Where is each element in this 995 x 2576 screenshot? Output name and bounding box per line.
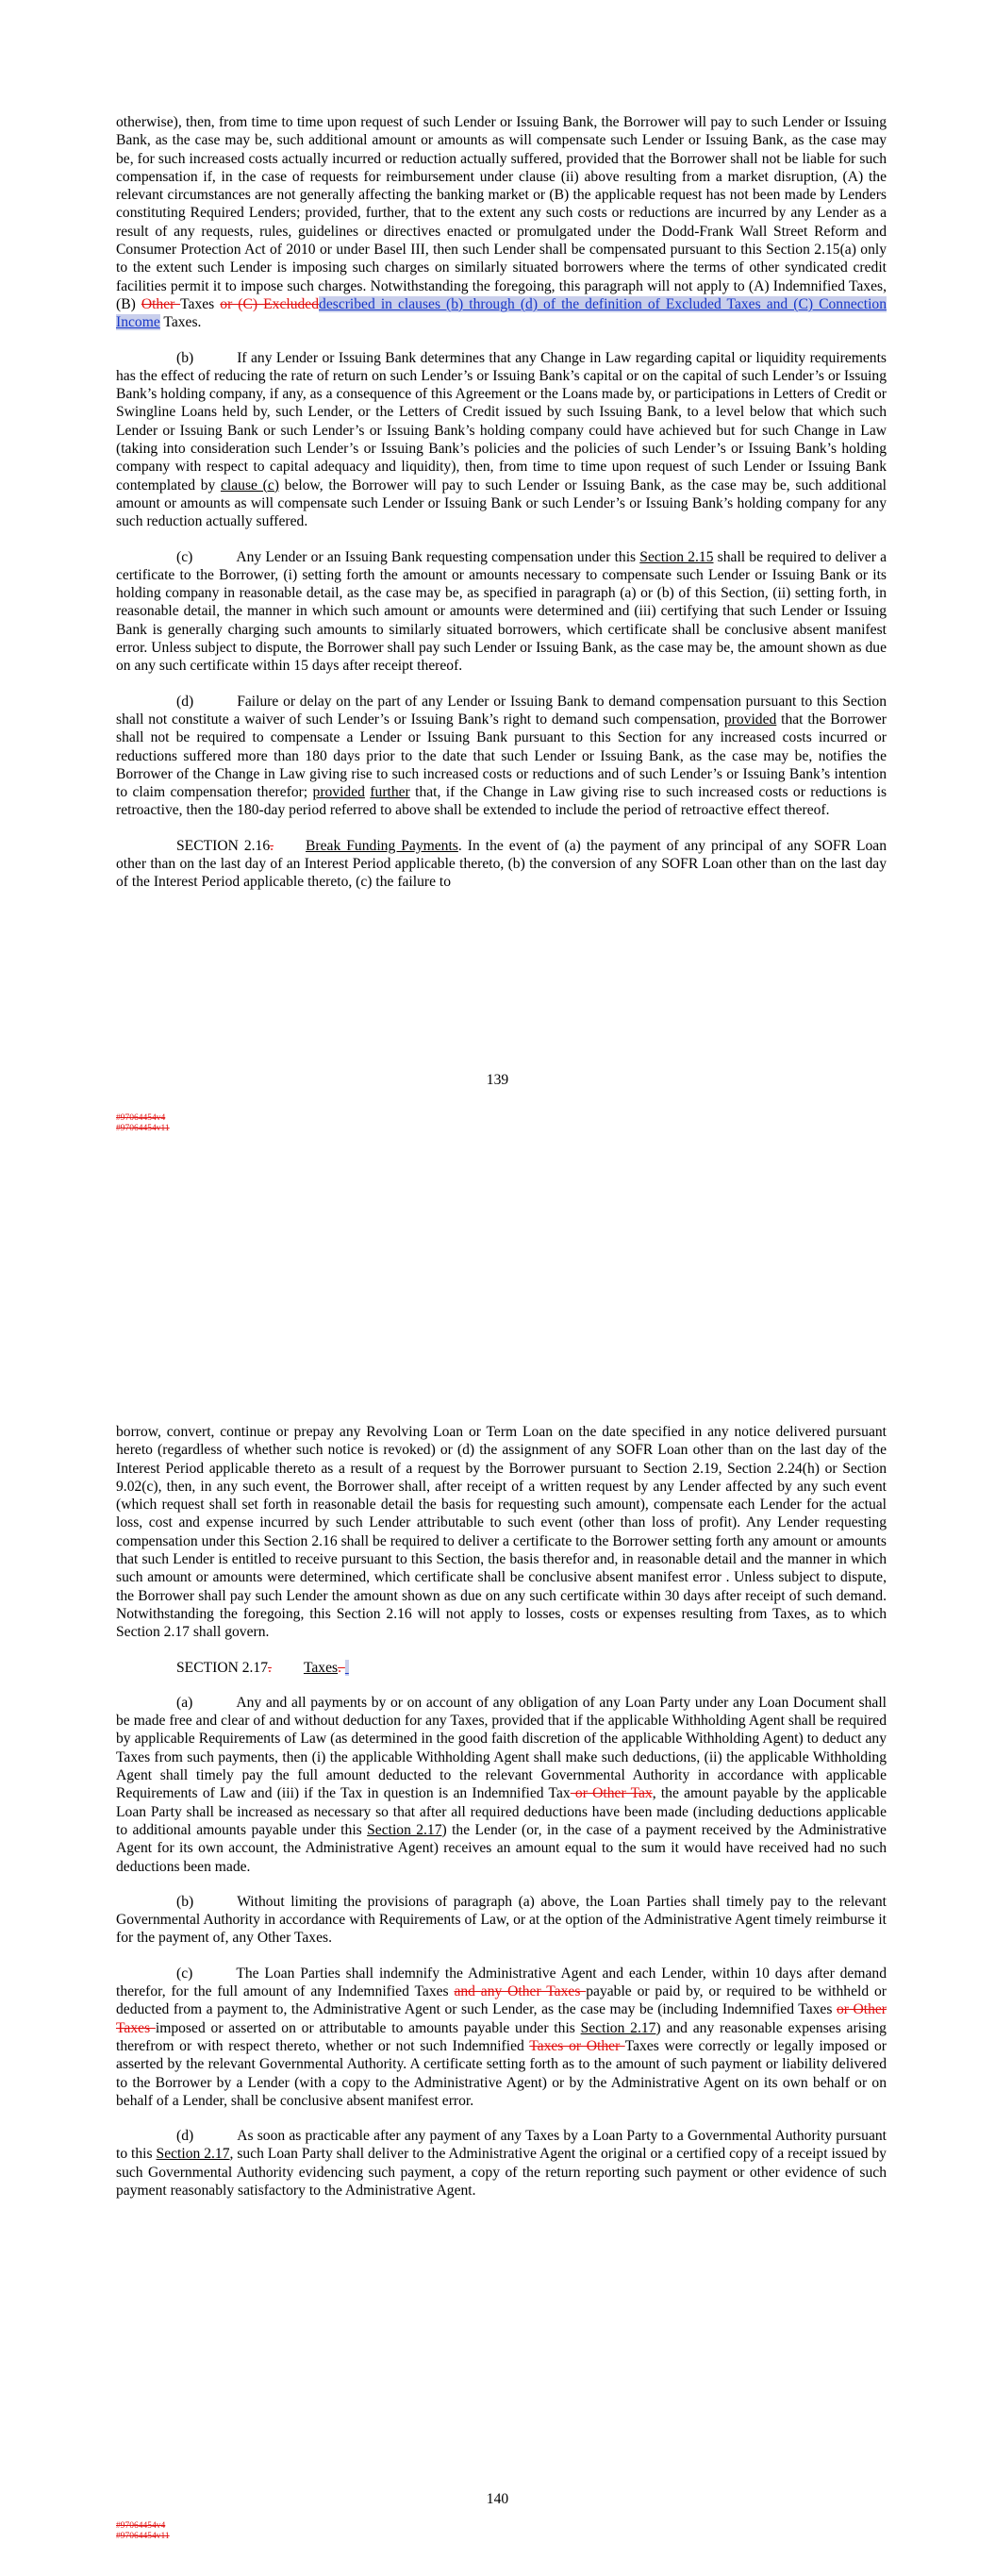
cross-reference: Section 2.17 bbox=[367, 1821, 442, 1838]
paragraph-text: ) and any reasonable expenses arising therefrom or with respect thereto, whether or not such Indemnified bbox=[116, 2019, 887, 2054]
deleted-text: or Other Tax bbox=[570, 1785, 653, 1802]
paragraph-text: shall be required to deliver a certificate to the Borrower, (i) setting forth the amount or amounts necessary to compensate such Lender or Issuing Bank or its holding company in reasonable detail, as the case may be, as specified in paragraph (a) or (b) of this Section, (ii) setting forth, in reasonable detail, the manner in which such amount or amounts were determined and (iii) certifying that such Lender or Issuing Bank is generally charging such amounts to similarly situated borrowers, which certificate shall be conclusive absent manifest error. Unless subject to dispute, the Borrower shall pay such Lender or Issuing Bank, as the case may be, the amount shown as due on any such certificate within 15 days after receipt thereof. bbox=[116, 548, 887, 675]
paragraph-c bbox=[116, 548, 887, 676]
paragraph-text: Without limiting the provisions of paragraph (a) above, the Loan Parties shall timely pay to the relevant Governmental Authority in accordance with Requirements of Law, or at the option of the Administrative Agent timely reimburse it for the payment of, any Other Taxes. bbox=[116, 1893, 887, 1947]
paragraph-text: Any Lender or an Issuing Bank requesting compensation under this bbox=[236, 548, 640, 565]
document-id-deleted: #97064454v11 bbox=[116, 1124, 170, 1133]
deleted-text: and any Other Taxes bbox=[454, 1983, 587, 2000]
document-id-footer bbox=[116, 2521, 170, 2542]
section-title: Break Funding Payments bbox=[306, 837, 458, 854]
paragraph-d bbox=[116, 693, 887, 820]
underlined-term: provided bbox=[723, 711, 777, 728]
page-number: 139 bbox=[486, 1072, 509, 1088]
clause-label: (d) bbox=[176, 2128, 194, 2145]
deleted-text: or Other Taxes bbox=[116, 2001, 887, 2036]
paragraph-text: Failure or delay on the part of any Lender or Issuing Bank to demand compensation pursuant to this Section shall not constitute a waiver of such Lender’s or Issuing Bank’s right to demand such compensation, bbox=[116, 693, 887, 728]
paragraph-text: Taxes bbox=[180, 295, 221, 312]
paragraph-text: Taxes were correctly or legally imposed or asserted by the relevant Governmental Authority. A certificate setting forth as to the amount of such payment or liability delivered to the Borrower by a Lender (with a copy to the Administrative Agent) or by the Administrative Agent on its own behalf or on behalf of a Lender, shall be conclusive absent manifest error. bbox=[116, 2037, 887, 2109]
deleted-text: . bbox=[268, 1659, 272, 1676]
inserted-text: described in clauses (b) through (d) of the definition of Excluded Taxes and (C) Connection Income bbox=[116, 295, 887, 331]
paragraph-b bbox=[116, 1893, 887, 1948]
paragraph-b bbox=[116, 349, 887, 531]
underlined-term: further bbox=[370, 784, 410, 801]
page-140-body bbox=[116, 1423, 887, 2216]
document-id-deleted: #97064454v11 bbox=[116, 2532, 170, 2541]
cross-reference: clause (c) bbox=[220, 477, 279, 493]
section-title: Taxes bbox=[303, 1659, 339, 1676]
paragraph-text: As soon as practicable after any payment of any Taxes by a Loan Party to a Governmental Authority pursuant to this bbox=[116, 2128, 887, 2163]
deleted-text: Other bbox=[141, 295, 181, 312]
paragraph-text: ) the Lender (or, in the case of a payment received by the Administrative Agent for its own account, the Administrative Agent) receives an amount equal to the sum it would have received had no such deductions been made. bbox=[116, 1821, 887, 1875]
page-number: 140 bbox=[486, 2491, 509, 2507]
clause-label: (c) bbox=[176, 1965, 193, 1982]
page-140 bbox=[0, 1321, 995, 2576]
deleted-text: . bbox=[270, 837, 274, 854]
document-id-deleted: #97064454v4 bbox=[116, 1113, 166, 1123]
cross-reference: Section 2.15 bbox=[639, 548, 714, 565]
cross-reference: Section 2.17 bbox=[156, 2146, 230, 2163]
paragraph-text: Any and all payments by or on account of any obligation of any Loan Party under any Loan Document shall be made free and clear of and without deduction for any Taxes, provided that if the applicable Withholding Agent shall be required by applicable Requirements of Law (as determined in the good faith discretion of the applicable Withholding Agent) to deduct any Taxes from such payments, then (i) the applicable Withholding Agent shall make such deductions, (ii) the applicable Withholding Agent shall timely pay the full amount deducted to the relevant Governmental Authority in accordance with applicable Requirements of Law and (iii) if the Tax in question is an Indemnified Tax bbox=[116, 1694, 887, 1802]
cross-reference: Section 2.17 bbox=[580, 2019, 656, 2036]
underlined-term: provided bbox=[312, 784, 365, 801]
paragraph-text: imposed or asserted on or attributable to amounts payable under this bbox=[155, 2019, 581, 2036]
paragraph-text: otherwise), then, from time to time upon request of such Lender or Issuing Bank, the Borrower will pay to such Lender or Issuing Bank, as the case may be, such additional amount or amounts as will compensate such Lender or Issuing Bank, as the case may be, for such increased costs actually incurred or reduction actually suffered, provided that the Borrower shall not be liable for such compensation if, in the case of requests for reimbursement under clause (ii) above resulting from a market disruption, (A) the relevant circumstances are not generally affecting the banking market or (B) the applicable request has not been made by Lenders constituting Required Lenders; provided, further, that to the extent any such costs or reductions are incurred by any Lender as a result of any requests, rules, guidelines or directives enacted or promulgated under the Dodd-Frank Wall Street Reform and Consumer Protection Act of 2010 or under Basel III, then such Lender shall be compensated pursuant to this Section 2.15(a) only to the extent such Lender is imposing such charges on similarly situated borrowers where the terms of other syndicated credit facilities permit it to impose such charges. Notwithstanding the foregoing, this paragraph will not apply to (A) Indemnified Taxes, (B) bbox=[116, 114, 887, 312]
section-label: SECTION 2.17 bbox=[176, 1659, 269, 1676]
paragraph-d bbox=[116, 2127, 887, 2200]
paragraph-text: that, if the Change in Law giving rise to such increased costs or reductions is retroactive, then the 180-day period referred to above shall be extended to include the period of retroactive effect thereof. bbox=[116, 784, 887, 819]
paragraph-text: payable or paid by, or required to be withheld or deducted from a payment to, the Administrative Agent or such Lender, as the case may be (including Indemnified Taxes bbox=[116, 1983, 887, 2018]
paragraph-c bbox=[116, 1965, 887, 2110]
paragraph-text: below, the Borrower will pay to such Lender or Issuing Bank, as the case may be, such additional amount or amounts as will compensate such Lender or Issuing Bank or such Lender’s or Issuing Bank’s holding company for any such reduction actually suffered. bbox=[116, 477, 887, 530]
page-139-body bbox=[116, 113, 887, 909]
paragraph-text: , such Loan Party shall deliver to the Administrative Agent the original or a certified copy of a receipt issued by such Governmental Authority evidencing such payment, a copy of the return reporting such payment or other evidence of such payment reasonably satisfactory to the Administrative Agent. bbox=[116, 2146, 887, 2199]
deleted-text: or (C) Excluded bbox=[220, 295, 320, 312]
section-2-16 bbox=[116, 837, 887, 892]
section-label: SECTION 2.16 bbox=[176, 837, 271, 854]
clause-label: (b) bbox=[176, 1893, 194, 1910]
document-id-deleted: #97064454v4 bbox=[116, 2521, 166, 2531]
clause-label: (b) bbox=[176, 349, 194, 366]
paragraph-a bbox=[116, 1694, 887, 1876]
clause-label: (c) bbox=[176, 548, 193, 565]
clause-label: (d) bbox=[176, 693, 194, 710]
clause-label: (a) bbox=[176, 1694, 193, 1711]
paragraph-borrow: borrow, convert, continue or prepay any Revolving Loan or Term Loan on the date specified in any notice delivered pursuant hereto (regardless of whether such notice is revoked) or (d) the assignment of any SOFR Loan other than on the last day of the Interest Period applicable thereto as a result of a request by the Borrower pursuant to Section 2.19, Section 2.24(h) or Section 9.02(c), then, in any such event, the Borrower shall, after receipt of a written request by any Lender affected by any such event (which request shall set forth in reasonable detail the basis for requesting such amount), compensate each Lender for the actual loss, cost and expense incurred by such Lender attributable to such event (other than loss of profit). Any Lender requesting compensation under this Section 2.16 shall be required to deliver a certificate to the Borrower setting forth any amount or amounts that such Lender is entitled to receive pursuant to this Section, the basis therefor and, in reasonable detail and the manner in which such amount or amounts were determined, which certificate shall be conclusive absent manifest error . Unless subject to dispute, the Borrower shall pay such Lender the amount shown as due on any such certificate within 30 days after receipt of such demand. Notwithstanding the foregoing, this Section 2.16 will not apply to losses, costs or expenses resulting from Taxes, as to which Section 2.17 shall govern. bbox=[116, 1424, 887, 1641]
deleted-text: Taxes or Other bbox=[529, 2037, 625, 2054]
paragraph-otherwise bbox=[116, 113, 887, 332]
paragraph-text: . In the event of (a) the payment of any principal of any SOFR Loan other than on the last day of an Interest Period applicable thereto, (b) the conversion of any SOFR Loan other than on the last day of the Interest Period applicable thereto, (c) the failure to bbox=[116, 837, 887, 891]
paragraph-text: If any Lender or Issuing Bank determines that any Change in Law regarding capital or liquidity requirements has the effect of reducing the rate of return on such Lender’s or Issuing Bank’s capital or on the capital of such Lender’s or Issuing Bank’s holding company, if any, as a consequence of this Agreement or the Loans made by, or participations in Letters of Credit or Swingline Loans held by, such Lender, or the Letters of Credit issued by such Issuing Bank, to a level below that which such Lender or Issuing Bank or such Lender’s or Issuing Bank’s holding company could have achieved but for such Change in Law (taking into consideration such Lender’s or Issuing Bank’s policies and the policies of such Lender’s or Issuing Bank’s holding company with respect to capital adequacy and liquidity), then, from time to time upon request of such Lender or Issuing Bank contemplated by bbox=[116, 349, 887, 493]
section-2-17 bbox=[116, 1659, 887, 1677]
paragraph-text: The Loan Parties shall indemnify the Administrative Agent and each Lender, within 10 days after demand therefor, for the full amount of any Indemnified Taxes bbox=[116, 1965, 887, 2000]
paragraph-text: Taxes. bbox=[159, 314, 202, 331]
inserted-mark bbox=[345, 1660, 349, 1676]
document-id-footer bbox=[116, 1113, 170, 1134]
paragraph-text: , the amount payable by the applicable Loan Party shall be increased as necessary so that after all required deductions have been made (including deductions applicable to additional amounts payable under this bbox=[116, 1785, 887, 1838]
paragraph-text: that the Borrower shall not be required to compensate a Lender or Issuing Bank pursuant to this Section for any increased costs incurred or reductions suffered more than 180 days prior to the date that such Lender or Issuing Bank, as the case may be, notifies the Borrower of the Change in Law giving rise to such increased costs or reductions and of such Lender’s or Issuing Bank’s intention to claim compensation therefor; bbox=[116, 711, 887, 801]
deleted-text: . bbox=[338, 1659, 345, 1676]
